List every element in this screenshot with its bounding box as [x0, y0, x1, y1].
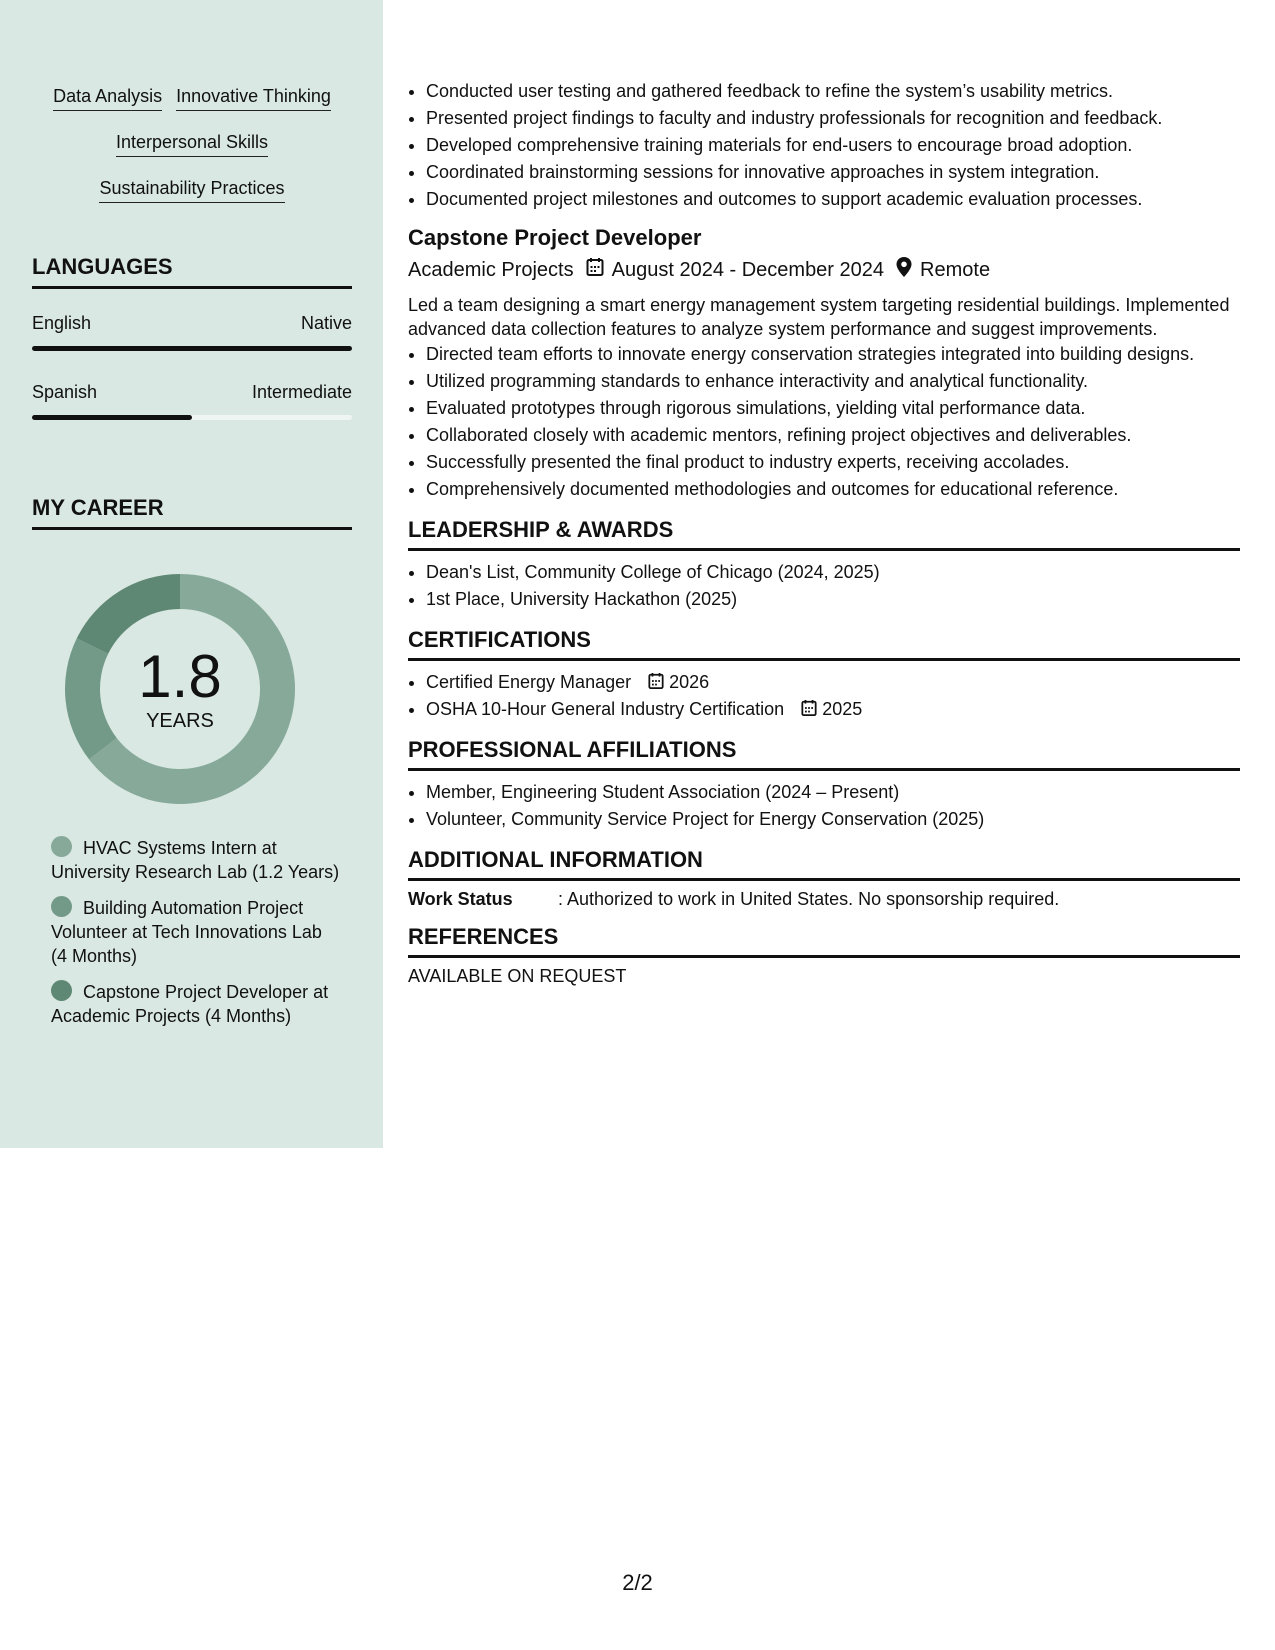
affiliation-item: • Member, Engineering Student Association (2024 – Present)	[426, 779, 1240, 806]
skill-tag: Interpersonal Skills	[116, 132, 268, 157]
skill-tag: Data Analysis	[53, 86, 162, 111]
work-status-label: Work Status	[408, 889, 513, 909]
career-unit: YEARS	[146, 710, 214, 732]
language-bar	[32, 415, 352, 420]
awards-list	[408, 559, 1240, 613]
certifications-list	[408, 669, 1240, 723]
skill-tag: Innovative Thinking	[176, 86, 331, 111]
language-level: Native	[300, 313, 352, 333]
language-level: Intermediate	[251, 382, 352, 402]
skill-tag: Sustainability Practices	[99, 178, 284, 203]
job-meta	[408, 257, 1240, 283]
legend-label: Building Automation Project Volunteer at Tech Innovations Lab (4 Months)	[51, 898, 322, 966]
career-legend	[51, 836, 341, 1040]
affiliations-heading: PROFESSIONAL AFFILIATIONS	[408, 737, 1240, 771]
certifications-heading: CERTIFICATIONS	[408, 627, 1240, 661]
bullet-item: • Collaborated closely with academic mentors, refining project objectives and deliverables.	[426, 422, 1240, 449]
calendar-icon	[801, 699, 817, 719]
award-item: • Dean's List, Community College of Chicago (2024, 2025)	[426, 559, 1240, 586]
references-text: AVAILABLE ON REQUEST	[408, 966, 627, 986]
location-pin-icon	[896, 257, 912, 283]
legend-item	[51, 896, 341, 968]
job-title: Capstone Project Developer	[408, 225, 702, 250]
certification-item	[426, 669, 1240, 696]
certification-item	[426, 696, 1240, 723]
certification-name: OSHA 10-Hour General Industry Certification	[426, 699, 785, 719]
page-number: 2/2	[622, 1570, 653, 1595]
language-name: Spanish	[32, 382, 98, 402]
legend-label: Capstone Project Developer at Academic Projects (4 Months)	[51, 982, 329, 1026]
work-status-value: : Authorized to work in United States. No sponsorship required.	[558, 889, 1060, 909]
affiliations-list	[408, 779, 1240, 833]
legend-dot	[51, 836, 72, 857]
bullet-item: • Conducted user testing and gathered feedback to refine the system’s usability metrics.	[426, 78, 1240, 105]
award-item: • 1st Place, University Hackathon (2025)	[426, 586, 1240, 613]
career-donut-chart	[65, 574, 295, 804]
bullet-item: • Developed comprehensive training materials for end-users to encourage broad adoption.	[426, 132, 1240, 159]
bullet-item: • Comprehensively documented methodologies and outcomes for educational reference.	[426, 476, 1240, 503]
bullet-item: • Directed team efforts to innovate energy conservation strategies integrated into building designs.	[426, 341, 1240, 368]
job-company: Academic Projects	[408, 258, 574, 281]
language-bar	[32, 346, 352, 351]
legend-item	[51, 980, 341, 1028]
job-dates: August 2024 - December 2024	[611, 258, 885, 281]
language-name: English	[32, 313, 92, 333]
legend-dot	[51, 896, 72, 917]
job-description: Led a team designing a smart energy management system targeting residential buildings. Implemented advanced data collection features to analyze system performance and suggest improvements.	[408, 295, 1230, 339]
skills-list	[32, 86, 352, 224]
bullet-item: • Evaluated prototypes through rigorous simulations, yielding vital performance data.	[426, 395, 1240, 422]
career-total: 1.8	[138, 643, 222, 710]
legend-label: HVAC Systems Intern at University Research Lab (1.2 Years)	[51, 838, 340, 882]
legend-dot	[51, 980, 72, 1001]
language-english	[32, 313, 352, 351]
previous-job-bullets	[408, 78, 1240, 213]
language-bar-fill	[32, 346, 352, 351]
job-bullets	[408, 341, 1240, 503]
language-spanish	[32, 382, 352, 420]
bullet-item: • Coordinated brainstorming sessions for innovative approaches in system integration.	[426, 159, 1240, 186]
calendar-icon	[586, 257, 604, 283]
bullet-item: • Utilized programming standards to enhance interactivity and analytical functionality.	[426, 368, 1240, 395]
bullet-item: • Successfully presented the final product to industry experts, receiving accolades.	[426, 449, 1240, 476]
certification-date: 2026	[669, 672, 710, 692]
languages-heading: LANGUAGES	[32, 254, 352, 289]
certification-date: 2025	[822, 699, 863, 719]
additional-info-heading: ADDITIONAL INFORMATION	[408, 847, 1240, 881]
certification-name: Certified Energy Manager	[426, 672, 632, 692]
calendar-icon	[648, 672, 664, 692]
career-heading: MY CAREER	[32, 495, 352, 530]
bullet-item: • Documented project milestones and outcomes to support academic evaluation processes.	[426, 186, 1240, 213]
awards-heading: LEADERSHIP & AWARDS	[408, 517, 1240, 551]
job-location: Remote	[920, 258, 991, 281]
bullet-item: • Presented project findings to faculty and industry professionals for recognition and feedback.	[426, 105, 1240, 132]
legend-item	[51, 836, 341, 884]
work-status	[408, 889, 1240, 910]
references-heading: REFERENCES	[408, 924, 1240, 958]
main-content	[408, 78, 1240, 987]
language-bar-fill	[32, 415, 192, 420]
affiliation-item: • Volunteer, Community Service Project for Energy Conservation (2025)	[426, 806, 1240, 833]
